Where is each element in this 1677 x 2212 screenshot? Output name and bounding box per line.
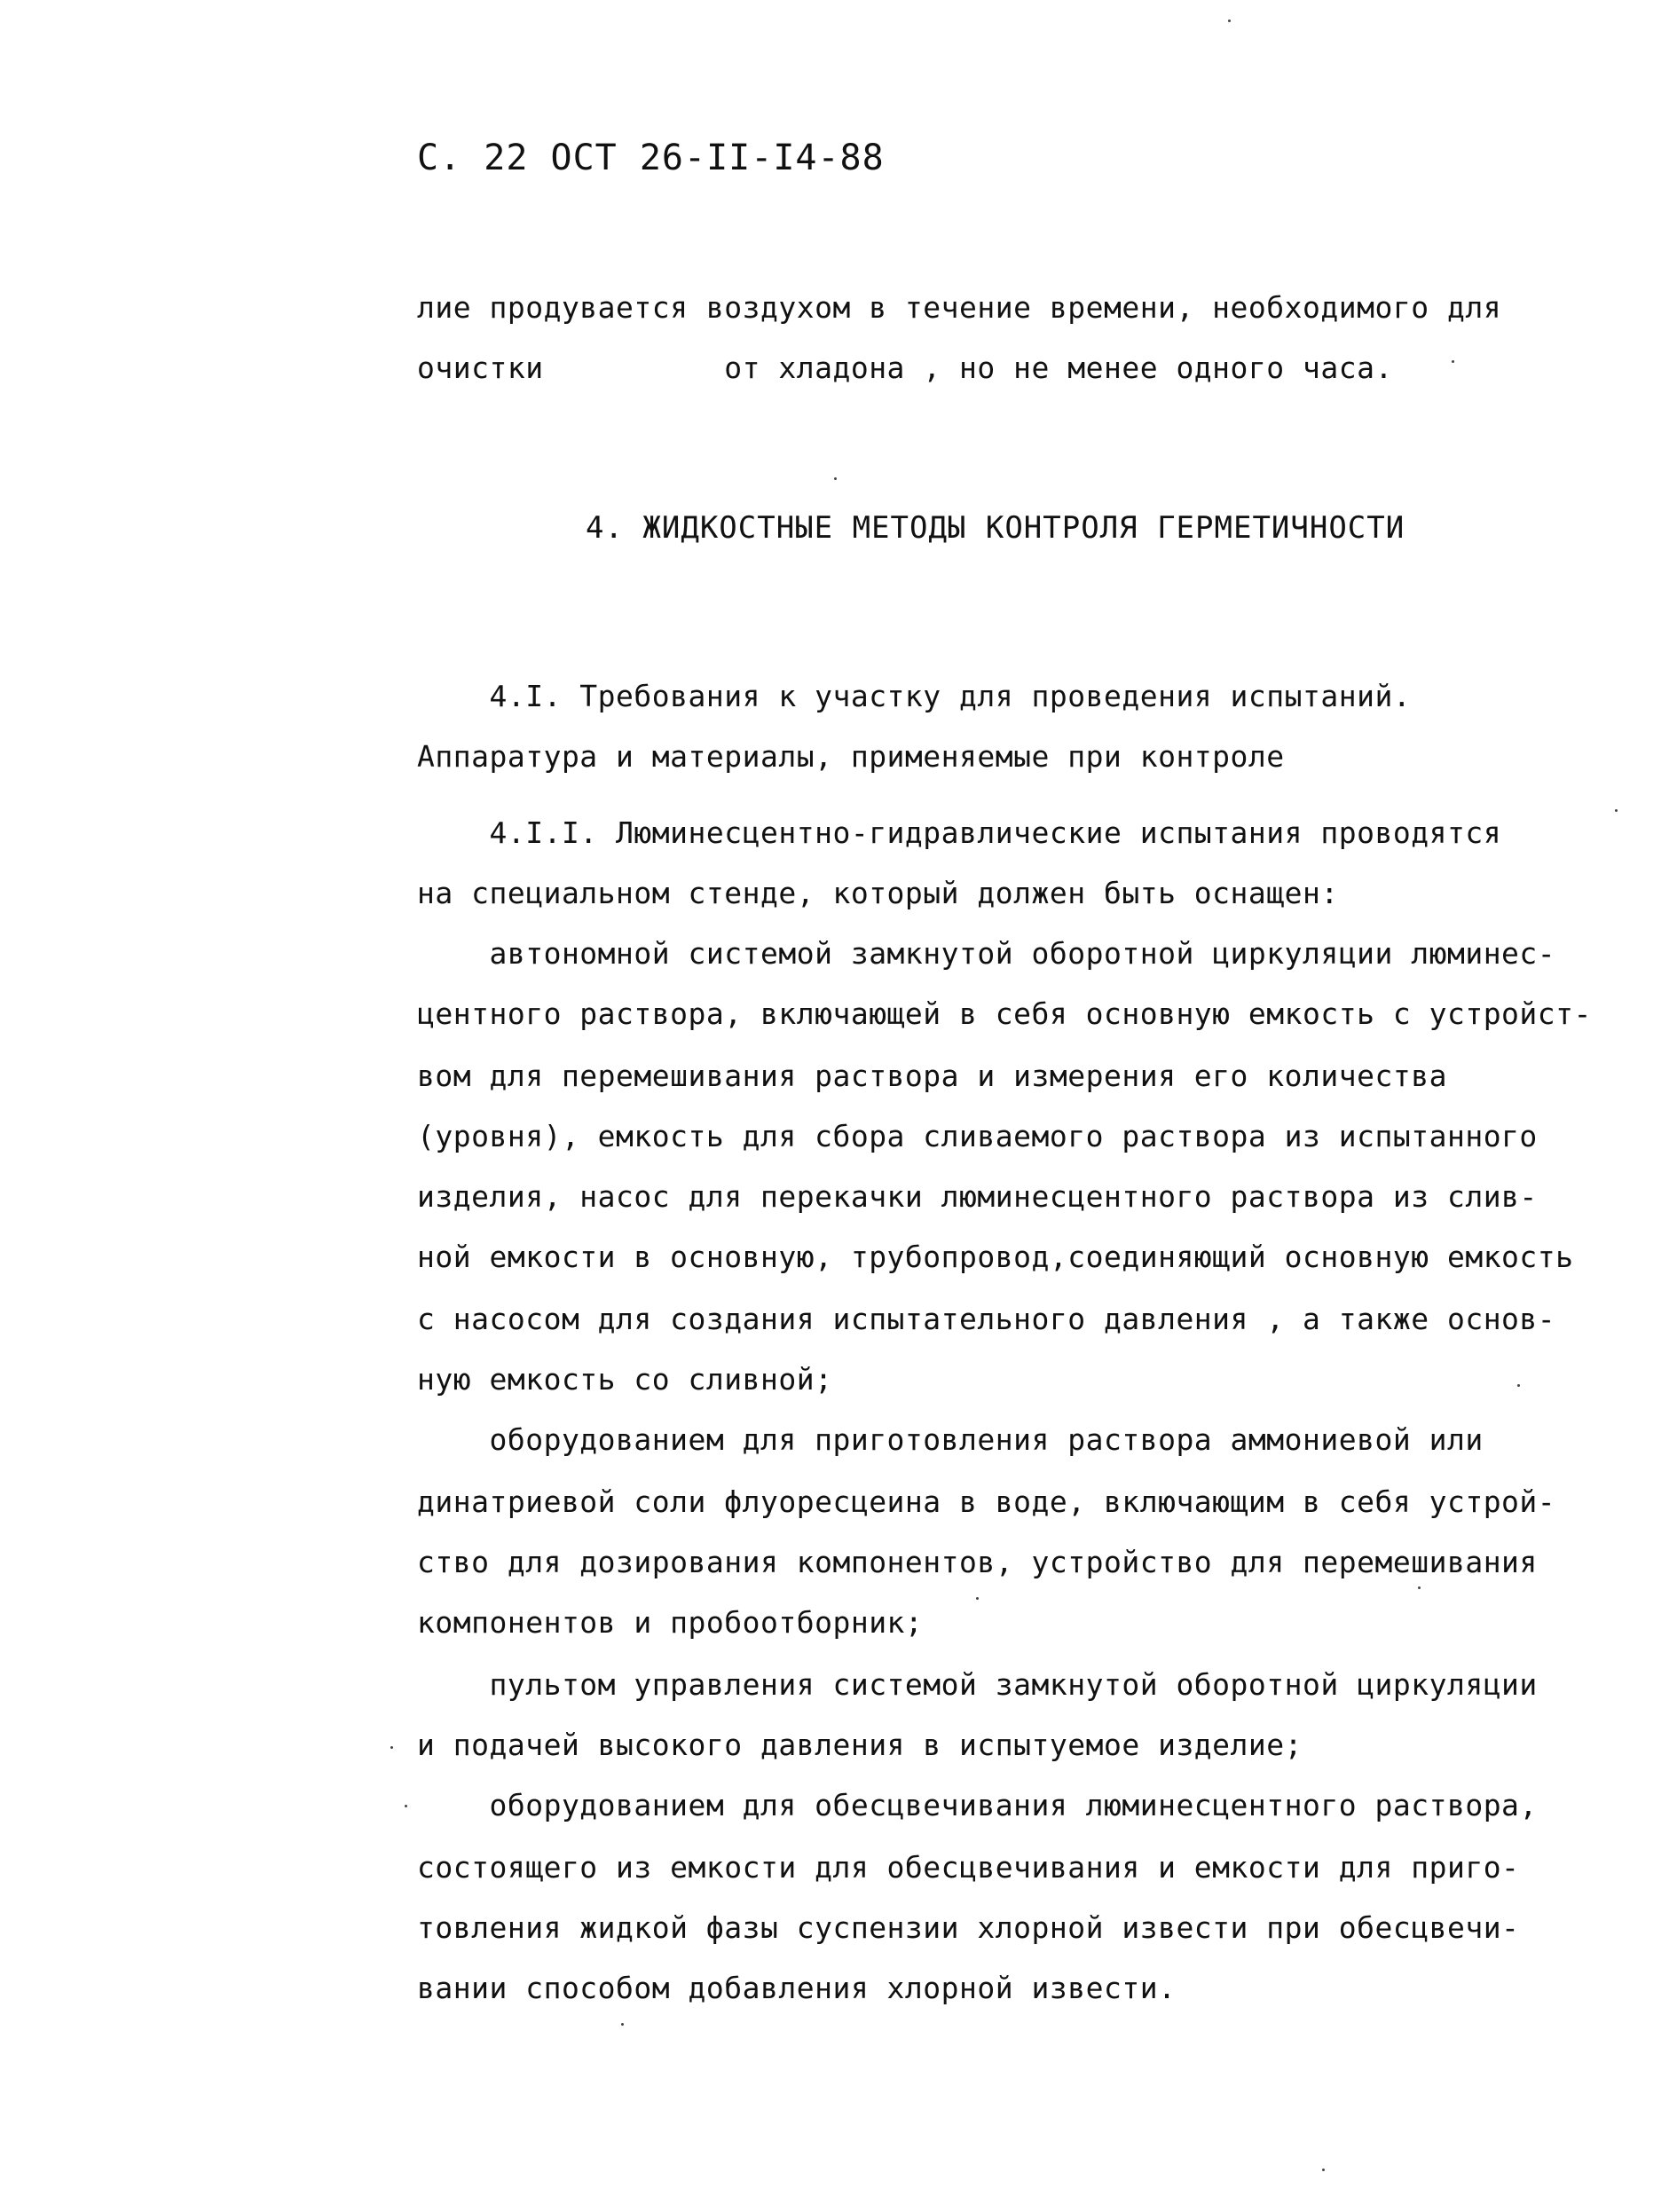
text-line: очистки от хладона , но не менее одного часа. [417, 350, 1393, 385]
text-line: товления жидкой фазы суспензии хлорной извести при обесцвечи- [417, 1910, 1520, 1945]
page-header: С. 22 ОСТ 26-II-I4-88 [417, 138, 885, 178]
scan-speck [1228, 20, 1231, 22]
scan-speck [390, 1746, 393, 1749]
text-line: вании способом добавления хлорной извести. [417, 1971, 1177, 2005]
scan-speck [976, 1597, 979, 1600]
text-line: оборудованием для приготовления раствора аммониевой или [417, 1422, 1484, 1457]
scan-speck [621, 2023, 624, 2026]
text-line: изделия, насос для перекачки люминесцентного раствора из слив- [417, 1179, 1538, 1214]
text-line: лие продувается воздухом в течение времени, необходимого для [417, 290, 1502, 325]
text-line: 4.I.I. Люминесцентно-гидравлические испытания проводятся [417, 815, 1502, 850]
text-line: Аппаратура и материалы, применяемые при контроле [417, 739, 1285, 774]
text-line: ной емкости в основную, трубопровод,соединяющий основную емкость [417, 1240, 1574, 1274]
text-line: и подачей высокого давления в испытуемое изделие; [417, 1728, 1303, 1762]
scan-speck [1418, 1586, 1421, 1589]
text-line: с насосом для создания испытательного давления , а также основ- [417, 1302, 1556, 1336]
text-line: вом для перемешивания раствора и измерения его количества [417, 1059, 1447, 1093]
text-line: центного раствора, включающей в себя основную емкость с устройст- [417, 996, 1592, 1031]
text-line: автономной системой замкнутой оборотной циркуляции люминес- [417, 936, 1556, 971]
text-line: на специальном стенде, который должен быть оснащен: [417, 876, 1339, 910]
text-line: 4.I. Требования к участку для проведения испытаний. [417, 679, 1412, 713]
scan-speck [834, 477, 837, 480]
text-line: ство для дозирования компонентов, устройство для перемешивания [417, 1545, 1538, 1579]
scan-speck [405, 1805, 407, 1807]
scan-speck [1517, 1384, 1520, 1387]
section-title: 4. ЖИДКОСТНЫЕ МЕТОДЫ КОНТРОЛЯ ГЕРМЕТИЧНОСТИ [586, 510, 1405, 546]
scan-speck [1452, 360, 1454, 363]
text-line: динатриевой соли флуоресцеина в воде, включающим в себя устрой- [417, 1484, 1556, 1519]
text-line: состоящего из емкости для обесцвечивания и емкости для приго- [417, 1850, 1520, 1885]
text-line: (уровня), емкость для сбора сливаемого раствора из испытанного [417, 1119, 1538, 1153]
text-line: оборудованием для обесцвечивания люминесцентного раствора, [417, 1788, 1538, 1822]
text-line: компонентов и пробоотборник; [417, 1605, 924, 1640]
text-line: пультом управления системой замкнутой оборотной циркуляции [417, 1667, 1538, 1702]
scan-speck [1615, 809, 1618, 812]
scan-speck [1322, 2169, 1325, 2171]
text-line: ную емкость со сливной; [417, 1362, 833, 1397]
